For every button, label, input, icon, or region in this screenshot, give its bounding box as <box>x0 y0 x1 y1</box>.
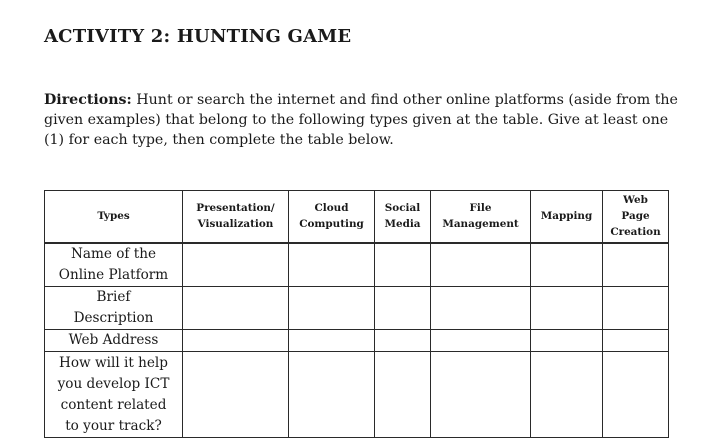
table-cell[interactable] <box>431 330 531 352</box>
header-types <box>45 191 183 243</box>
platform-table <box>44 190 669 438</box>
row-label-description: Brief Description <box>45 287 183 330</box>
table-cell[interactable] <box>603 243 669 287</box>
table-row <box>45 243 669 287</box>
table-cell[interactable] <box>531 287 603 330</box>
table-cell[interactable] <box>603 330 669 352</box>
activity-title: ACTIVITY 2: HUNTING GAME <box>44 26 352 47</box>
table-row <box>45 287 669 330</box>
header-file-management: File Management <box>431 191 531 243</box>
header-mapping: Mapping <box>531 191 603 243</box>
table-cell[interactable] <box>603 287 669 330</box>
table-header-row <box>45 191 669 243</box>
table-cell[interactable] <box>375 243 431 287</box>
table-cell[interactable] <box>531 330 603 352</box>
directions-paragraph <box>44 90 684 150</box>
row-label-ict-help: How will it help you develop ICT content related to your track? <box>45 352 183 438</box>
table-cell[interactable] <box>289 330 375 352</box>
table-cell[interactable] <box>531 243 603 287</box>
table-cell[interactable] <box>375 330 431 352</box>
header-cloud-computing: Cloud Computing <box>289 191 375 243</box>
header-presentation-visualization: Presentation/ Visualization <box>183 191 289 243</box>
directions-text: Hunt or search the internet and find other online platforms (aside from the given examples) that belong to the following types given at the table. Give at least one (1) for each type, then complete the table below. <box>44 92 678 148</box>
table-cell[interactable] <box>289 243 375 287</box>
header-social-media: Social Media <box>375 191 431 243</box>
table-cell[interactable] <box>183 352 289 438</box>
table-cell[interactable] <box>183 243 289 287</box>
table-cell[interactable] <box>183 287 289 330</box>
row-label-name: Name of the Online Platform <box>45 243 183 287</box>
table-cell[interactable] <box>603 352 669 438</box>
table-row <box>45 330 669 352</box>
table-cell[interactable] <box>183 330 289 352</box>
table-cell[interactable] <box>431 287 531 330</box>
table-cell[interactable] <box>289 352 375 438</box>
table-cell[interactable] <box>431 352 531 438</box>
header-types-label: Types <box>97 210 130 223</box>
table-cell[interactable] <box>531 352 603 438</box>
header-web-page-creation: Web Page Creation <box>603 191 669 243</box>
directions-label: Directions: <box>44 92 132 108</box>
table-cell[interactable] <box>431 243 531 287</box>
table-cell[interactable] <box>375 287 431 330</box>
table-row <box>45 352 669 438</box>
table-cell[interactable] <box>375 352 431 438</box>
row-label-web-address: Web Address <box>45 330 183 352</box>
table-cell[interactable] <box>289 287 375 330</box>
